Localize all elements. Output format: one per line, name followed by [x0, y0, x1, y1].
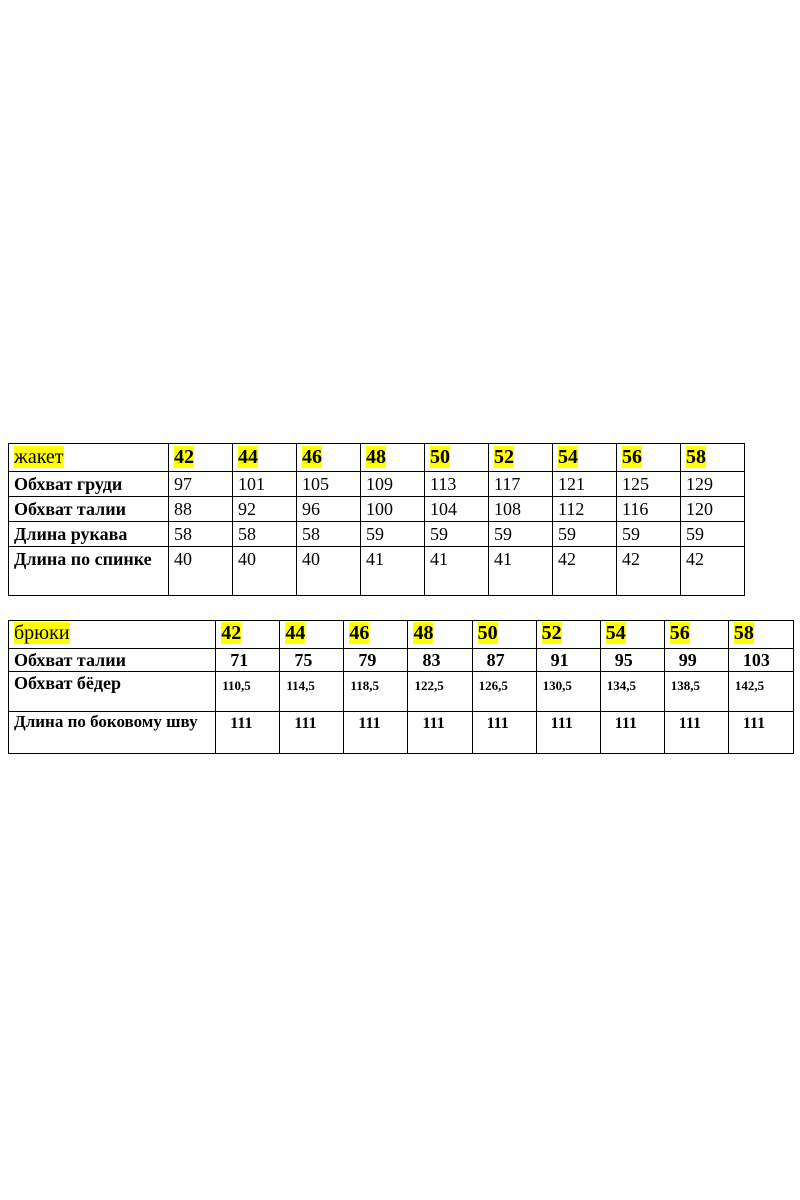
table-cell: 109	[361, 472, 425, 497]
table-row	[9, 497, 745, 522]
table-cell: 40	[169, 547, 233, 596]
pants-size-header: 58	[733, 622, 754, 644]
pants-size-header: 46	[349, 622, 370, 644]
table-cell: 120	[681, 497, 745, 522]
pants-size-header: 44	[285, 622, 306, 644]
table-cell: 111	[344, 712, 408, 754]
table-cell: 138,5	[664, 672, 728, 712]
table-cell: 111	[600, 712, 664, 754]
table-cell: 111	[728, 712, 793, 754]
table-cell: 83	[408, 649, 472, 672]
table-cell: 41	[425, 547, 489, 596]
table-cell: 105	[297, 472, 361, 497]
pants-size-table	[8, 620, 794, 754]
table-cell: 58	[297, 522, 361, 547]
jacket-size-header: 56	[622, 446, 642, 468]
table-cell: 122,5	[408, 672, 472, 712]
table-cell: 100	[361, 497, 425, 522]
pants-size-header: 50	[477, 622, 498, 644]
table-cell: 116	[617, 497, 681, 522]
table-cell: 41	[361, 547, 425, 596]
table-cell: 125	[617, 472, 681, 497]
table-cell: 91	[536, 649, 600, 672]
table-cell: 87	[472, 649, 536, 672]
table-cell: 111	[408, 712, 472, 754]
table-cell: 113	[425, 472, 489, 497]
table-cell: 59	[489, 522, 553, 547]
table-cell: 118,5	[344, 672, 408, 712]
table-cell: 96	[297, 497, 361, 522]
jacket-size-header: 46	[302, 446, 322, 468]
table-cell: 126,5	[472, 672, 536, 712]
pants-size-header: 56	[669, 622, 690, 644]
table-cell: 59	[617, 522, 681, 547]
table-cell: 95	[600, 649, 664, 672]
pants-size-header: 52	[541, 622, 562, 644]
table-row	[9, 672, 794, 712]
table-cell: 58	[169, 522, 233, 547]
table-row	[9, 547, 745, 596]
table-cell: 40	[233, 547, 297, 596]
row-label: Обхват бёдер	[9, 672, 216, 712]
table-cell: 111	[280, 712, 344, 754]
table-cell: 97	[169, 472, 233, 497]
table-cell: 79	[344, 649, 408, 672]
table-cell: 58	[233, 522, 297, 547]
row-label: Обхват груди	[9, 472, 169, 497]
table-cell: 112	[553, 497, 617, 522]
table-cell: 99	[664, 649, 728, 672]
table-row	[9, 649, 794, 672]
pants-header-row	[9, 621, 794, 649]
table-cell: 114,5	[280, 672, 344, 712]
table-cell: 42	[617, 547, 681, 596]
table-row	[9, 712, 794, 754]
pants-size-header: 42	[221, 622, 242, 644]
table-cell: 42	[681, 547, 745, 596]
table-cell: 92	[233, 497, 297, 522]
table-cell: 129	[681, 472, 745, 497]
table-cell: 110,5	[216, 672, 280, 712]
table-row	[9, 522, 745, 547]
table-cell: 142,5	[728, 672, 793, 712]
table-cell: 134,5	[600, 672, 664, 712]
pants-size-header: 48	[413, 622, 434, 644]
jacket-size-header: 44	[238, 446, 258, 468]
table-cell: 88	[169, 497, 233, 522]
table-cell: 111	[216, 712, 280, 754]
table-cell: 41	[489, 547, 553, 596]
jacket-size-header: 42	[174, 446, 194, 468]
table-cell: 130,5	[536, 672, 600, 712]
pants-size-header: 54	[605, 622, 626, 644]
table-cell: 103	[728, 649, 793, 672]
table-cell: 108	[489, 497, 553, 522]
table-cell: 59	[425, 522, 489, 547]
table-cell: 111	[664, 712, 728, 754]
table-cell: 104	[425, 497, 489, 522]
table-cell: 111	[536, 712, 600, 754]
table-cell: 121	[553, 472, 617, 497]
table-cell: 59	[681, 522, 745, 547]
table-cell: 40	[297, 547, 361, 596]
jacket-size-header: 58	[686, 446, 706, 468]
row-label: Длина рукава	[9, 522, 169, 547]
table-cell: 71	[216, 649, 280, 672]
jacket-size-header: 52	[494, 446, 514, 468]
row-label: Обхват талии	[9, 649, 216, 672]
table-cell: 59	[553, 522, 617, 547]
jacket-header-row	[9, 444, 745, 472]
jacket-size-header: 54	[558, 446, 578, 468]
jacket-size-header: 48	[366, 446, 386, 468]
jacket-title: жакет	[14, 446, 64, 468]
pants-title: брюки	[14, 622, 70, 644]
table-cell: 101	[233, 472, 297, 497]
table-cell: 59	[361, 522, 425, 547]
table-cell: 111	[472, 712, 536, 754]
jacket-size-table	[8, 443, 745, 596]
row-label: Длина по спинке	[9, 547, 169, 596]
table-cell: 75	[280, 649, 344, 672]
table-row	[9, 472, 745, 497]
table-cell: 42	[553, 547, 617, 596]
row-label: Обхват талии	[9, 497, 169, 522]
row-label: Длина по боковому шву	[9, 712, 216, 754]
jacket-size-header: 50	[430, 446, 450, 468]
table-cell: 117	[489, 472, 553, 497]
